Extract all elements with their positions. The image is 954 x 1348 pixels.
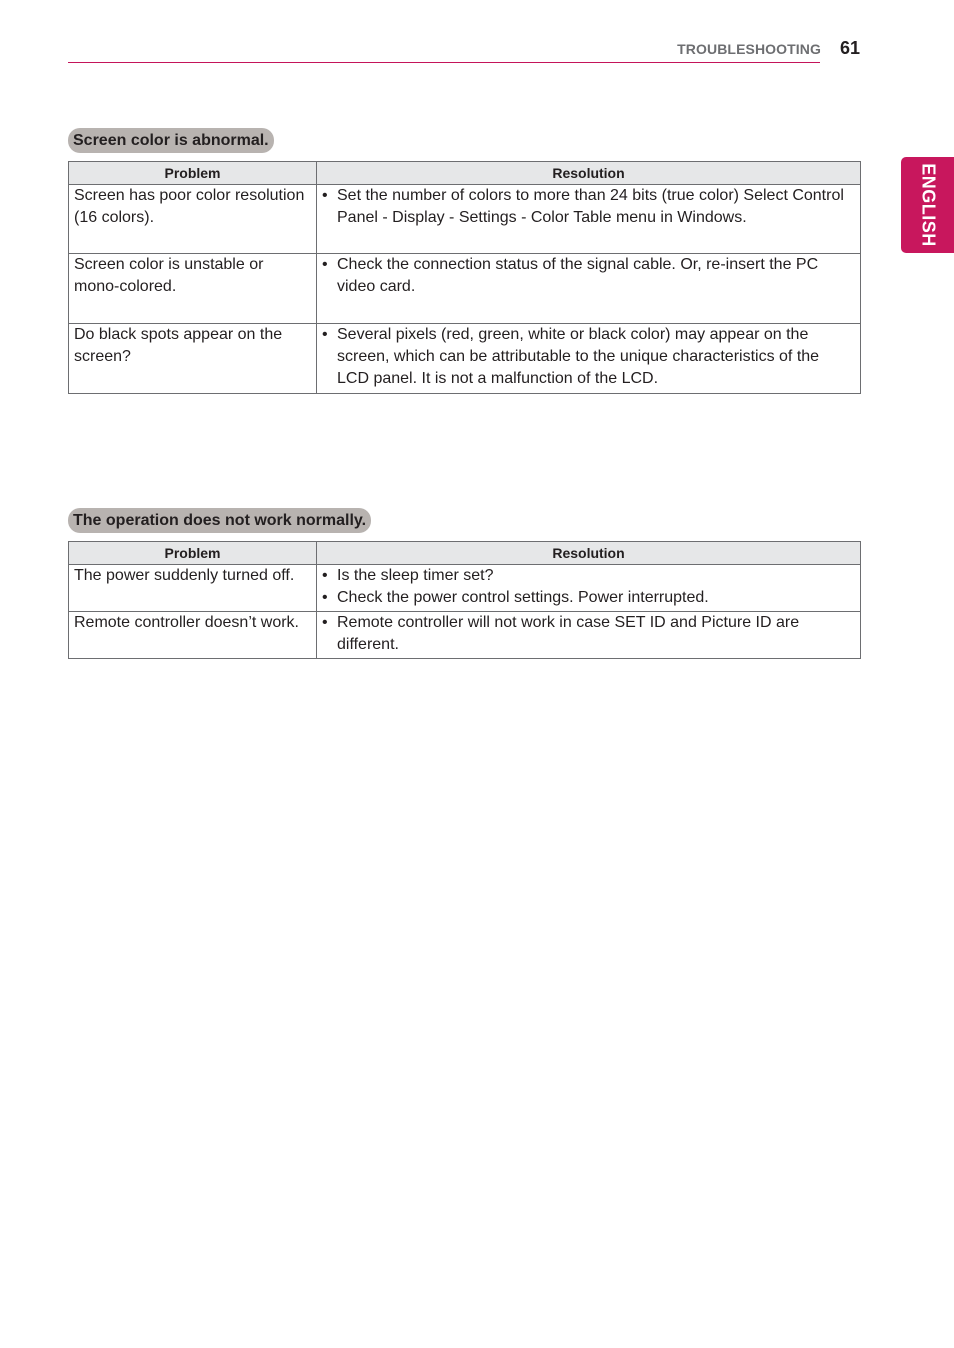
column-header-resolution: Resolution — [317, 542, 861, 565]
resolution-item: • Is the sleep timer set? — [322, 565, 855, 587]
problem-cell: Remote controller doesn’t work. — [69, 612, 317, 659]
column-header-resolution: Resolution — [317, 162, 861, 185]
section-title-screen-color: Screen color is abnormal. — [68, 128, 274, 153]
problem-cell: The power suddenly turned off. — [69, 565, 317, 612]
section-title-operation: The operation does not work normally. — [68, 508, 371, 533]
resolution-item: • Check the power control settings. Power interrupted. — [322, 587, 855, 609]
resolution-item: • Check the connection status of the signal cable. Or, re-insert the PC video card. — [322, 254, 855, 298]
resolution-item: • Several pixels (red, green, white or black color) may appear on the screen, which can be attributable to the unique characteristics of the LCD panel. It is not a malfunction of the LCD. — [322, 324, 855, 390]
problem-cell: Screen has poor color resolution (16 colors). — [69, 185, 317, 254]
table-row — [69, 185, 861, 254]
table-row — [69, 254, 861, 324]
resolution-item: • Remote controller will not work in case SET ID and Picture ID are different. — [322, 612, 855, 656]
resolution-cell — [317, 254, 861, 324]
language-tab — [901, 157, 954, 253]
problem-cell: Screen color is unstable or mono-colored. — [69, 254, 317, 324]
language-tab-label: ENGLISH — [918, 163, 938, 247]
resolution-item: • Set the number of colors to more than 24 bits (true color) Select Control Panel - Display - Settings - Color Table menu in Windows. — [322, 185, 855, 229]
table-header-row — [69, 542, 861, 565]
page-number: 61 — [839, 38, 860, 58]
table-row — [69, 565, 861, 612]
table-row — [69, 612, 861, 659]
header-section-title: TROUBLESHOOTING — [677, 41, 821, 57]
column-header-problem: Problem — [69, 542, 317, 565]
resolution-cell — [317, 185, 861, 254]
column-header-problem: Problem — [69, 162, 317, 185]
table-header-row — [69, 162, 861, 185]
resolution-cell — [317, 324, 861, 394]
troubleshooting-table-screen-color — [68, 161, 861, 394]
troubleshooting-table-operation — [68, 541, 861, 659]
resolution-cell — [317, 612, 861, 659]
problem-cell: Do black spots appear on the screen? — [69, 324, 317, 394]
table-row — [69, 324, 861, 394]
header-divider — [68, 62, 820, 63]
resolution-cell — [317, 565, 861, 612]
